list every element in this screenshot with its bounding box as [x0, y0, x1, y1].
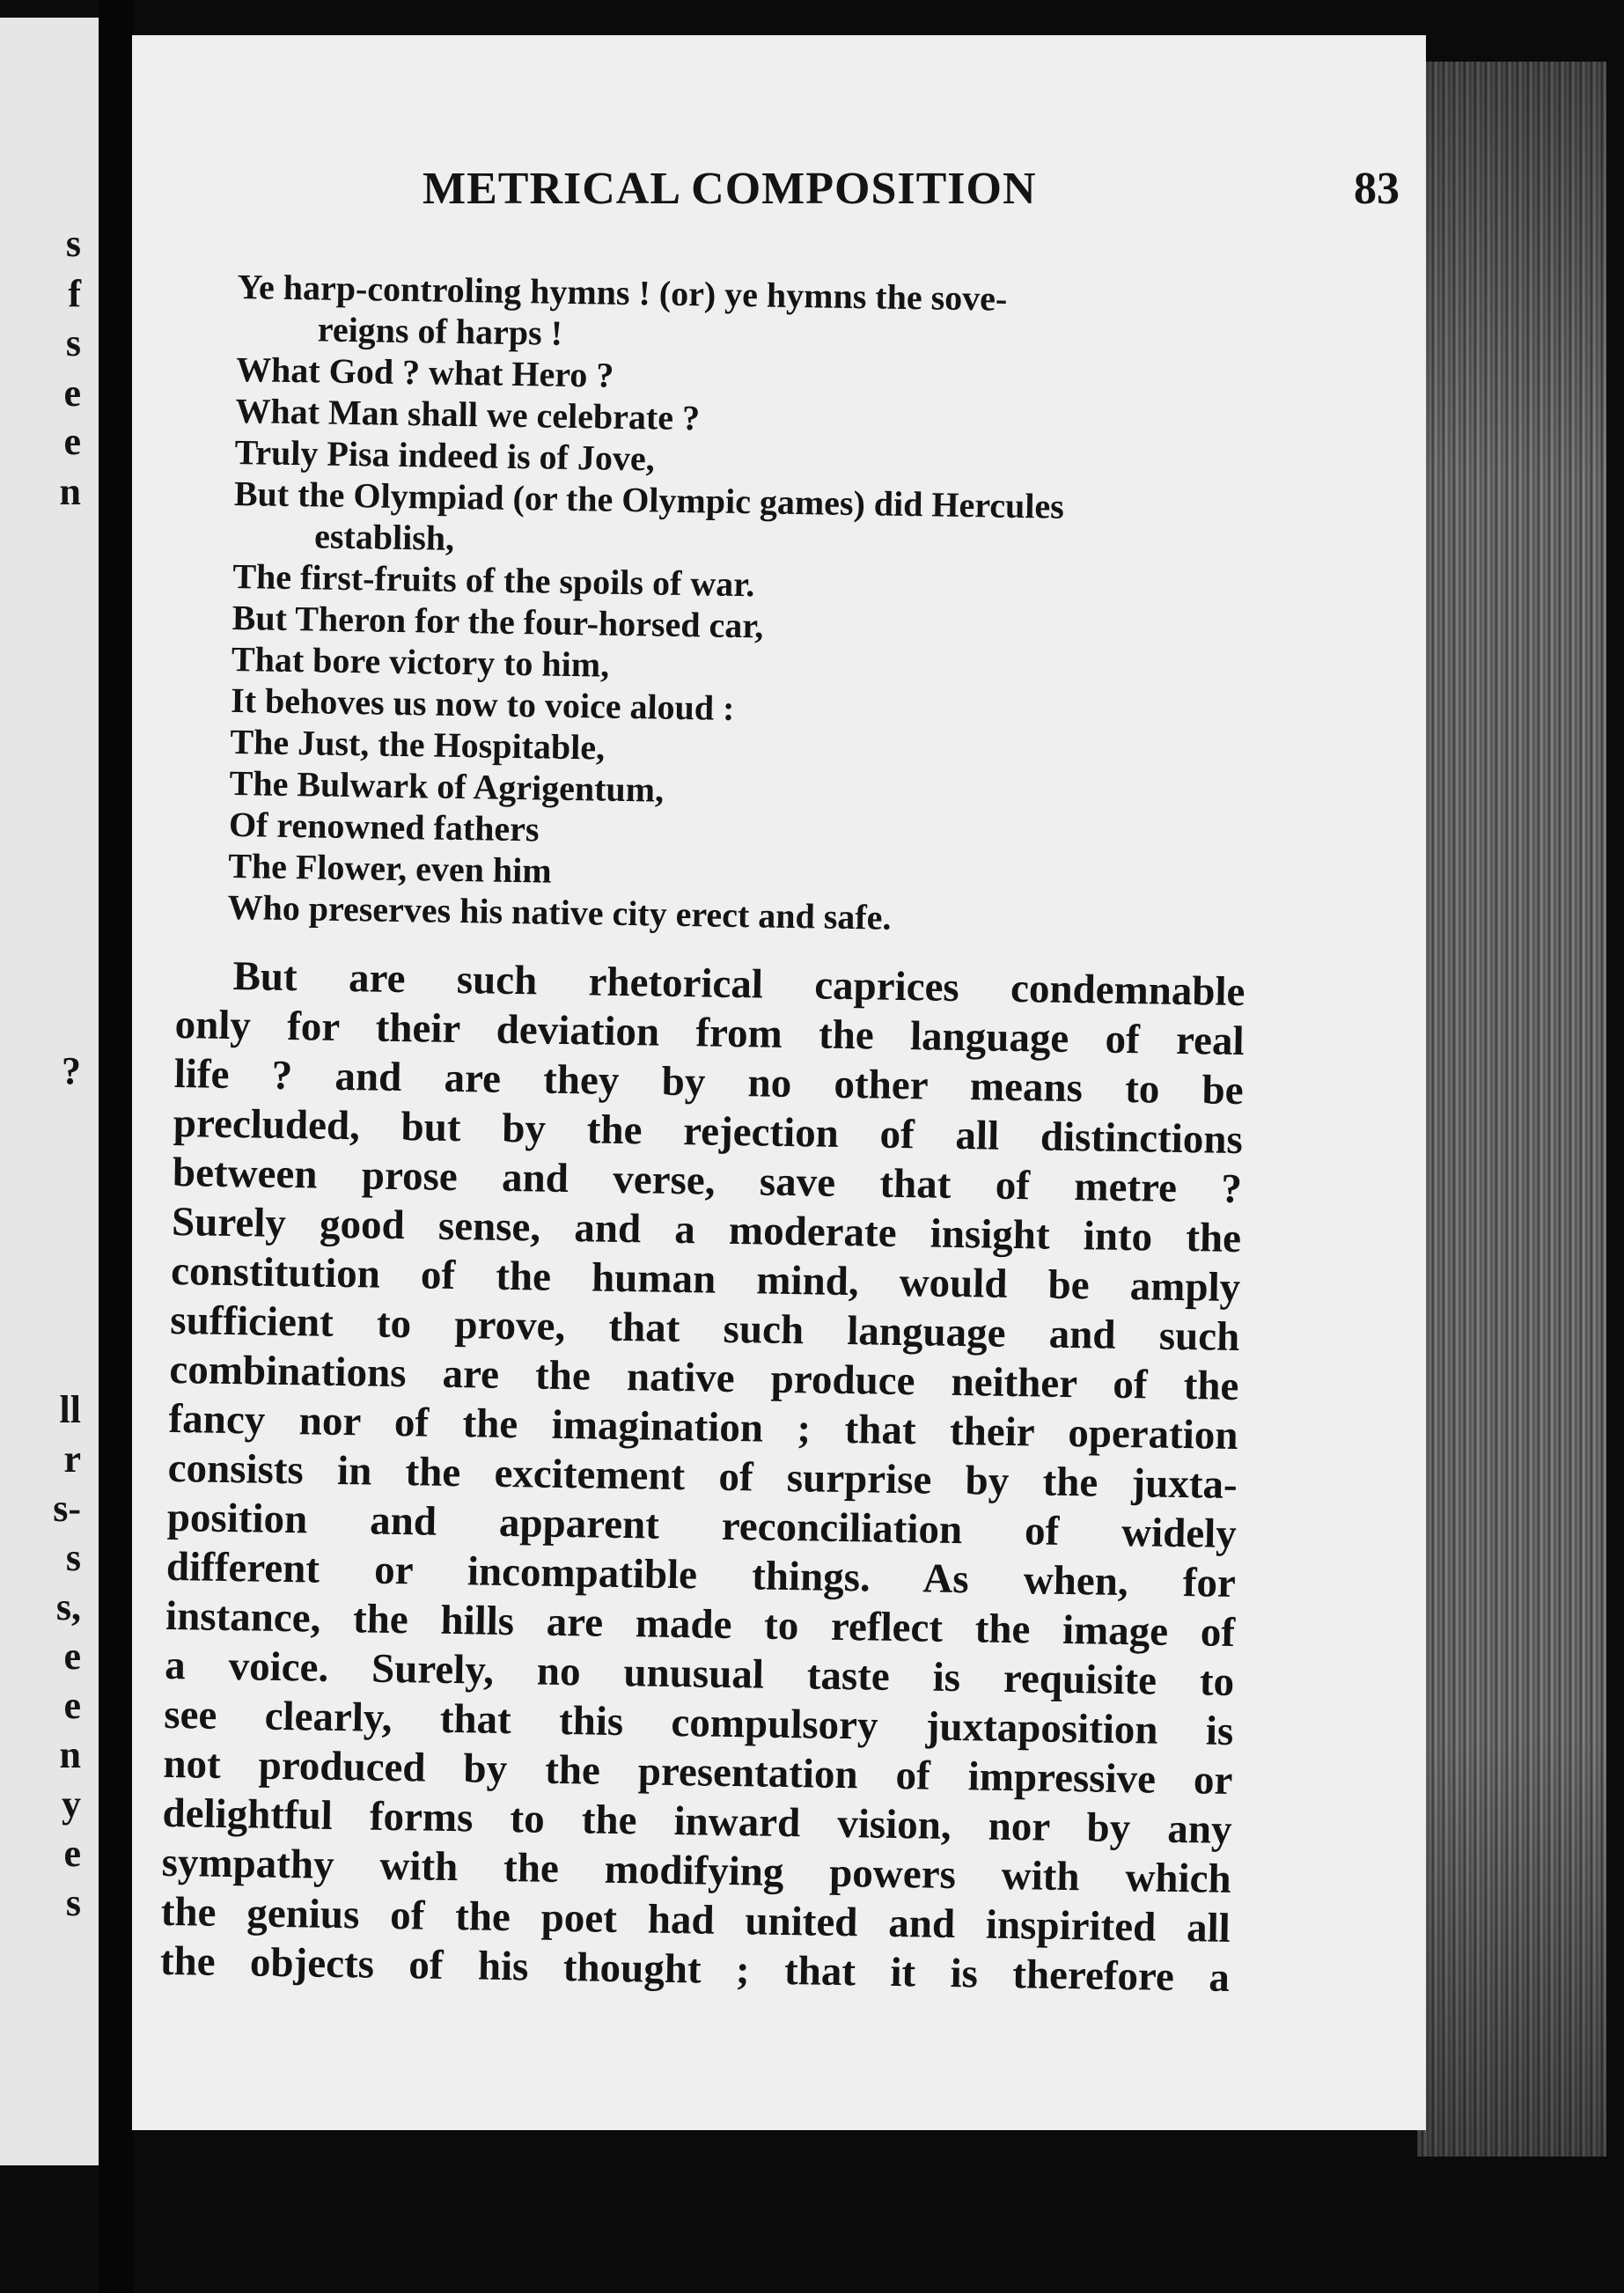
left-page-fragment: n	[59, 470, 81, 513]
left-page-fragment: s	[65, 1536, 81, 1579]
poem-line: That bore victory to him,	[231, 638, 610, 685]
poem-line: Who preserves his native city erect and safe.	[227, 886, 892, 937]
left-page-fragment: n	[59, 1733, 81, 1776]
left-page-fragment: e	[63, 371, 81, 415]
prose-line: instance, the hills are made to reflect the image of	[165, 1592, 1236, 1656]
poem-line: Truly Pisa indeed is of Jove,	[234, 431, 656, 479]
prose-line: Surely good sense, and a moderate insight into the	[171, 1198, 1242, 1262]
prose-line: not produced by the presentation of impressive or	[163, 1740, 1233, 1804]
poem-line: The first-fruits of the spoils of war.	[232, 555, 755, 605]
prose-line: the objects of his thought ; that it is therefore a	[159, 1937, 1231, 2001]
prose-line: see clearly, that this compulsory juxtaposition is	[163, 1691, 1234, 1754]
prose-line: But are such rhetorical caprices condemnable	[232, 953, 1246, 1016]
running-head: METRICAL COMPOSITION	[423, 164, 1037, 214]
left-page-fragment: ?	[62, 1049, 81, 1092]
left-page-fragment: f	[68, 272, 81, 315]
prose-line: only for their deviation from the language of real	[174, 1001, 1245, 1065]
poem-line: What God ? what Hero ?	[235, 349, 614, 395]
poem-line: The Bulwark of Agrigentum,	[229, 762, 665, 810]
prose-line: the genius of the poet had united and inspirited all	[160, 1888, 1231, 1951]
book-gutter	[99, 0, 134, 2293]
left-page-fragment: s,	[55, 1585, 81, 1628]
prose-line: delightful forms to the inward vision, nor by any	[162, 1790, 1232, 1853]
prose-line: a voice. Surely, no unusual taste is requisite to	[164, 1642, 1235, 1705]
prose-line: precluded, but by the rejection of all distinctions	[173, 1099, 1244, 1164]
left-page-fragment: y	[62, 1782, 81, 1826]
page-header	[423, 163, 1400, 233]
left-page-fragment: s	[65, 321, 81, 364]
book-page	[132, 35, 1426, 2130]
prose-line: between prose and verse, save that of metre ?	[172, 1149, 1243, 1213]
left-page-fragment: e	[63, 420, 81, 463]
prose-line: position and apparent reconciliation of widely	[166, 1494, 1238, 1558]
prose-line: sympathy with the modifying powers with which	[161, 1839, 1231, 1902]
poem-line: The Flower, even him	[227, 845, 552, 891]
poem-line: reigns of harps !	[317, 309, 563, 353]
left-page-fragment: r	[63, 1437, 81, 1481]
page-edges	[1417, 62, 1606, 2157]
left-page-fragment: e	[63, 1684, 81, 1727]
prose-line: sufficient to prove, that such language and such	[169, 1297, 1240, 1361]
poem-line: But the Olympiad (or the Olympic games) did Hercules	[233, 473, 1065, 526]
left-page-fragment: e	[63, 1635, 81, 1678]
left-page-fragment: ll	[59, 1388, 81, 1431]
left-facing-page	[0, 18, 99, 2165]
poem-line: Of renowned fathers	[228, 804, 540, 849]
prose-paragraph	[160, 951, 1246, 2003]
prose-line: combinations are the native produce neither of the	[169, 1346, 1239, 1410]
prose-line: consists in the excitement of surprise by the juxta-	[167, 1444, 1238, 1509]
poem-line: What Man shall we celebrate ?	[235, 390, 701, 438]
left-page-fragment: s	[65, 222, 81, 265]
poem-line: But Theron for the four-horsed car,	[231, 597, 764, 646]
poem-line: establish,	[313, 516, 455, 558]
prose-line: constitution of the human mind, would be amply	[170, 1247, 1241, 1312]
poem-line: It behoves us now to voice aloud :	[230, 680, 735, 728]
prose-line: life ? and are they by no other means to be	[173, 1050, 1245, 1114]
poem-line: Ye harp-controling hymns ! (or) ye hymns the sove-	[237, 266, 1008, 319]
poem-block	[227, 266, 1294, 944]
left-page-fragment: s-	[53, 1487, 81, 1530]
poem-line: The Just, the Hospitable,	[230, 721, 606, 768]
prose-line: fancy nor of the imagination ; that their operation	[168, 1395, 1238, 1459]
prose-line: different or incompatible things. As when, for	[165, 1543, 1237, 1606]
left-page-fragment: s	[65, 1881, 81, 1924]
page-number: 83	[1354, 164, 1400, 214]
left-page-fragment: e	[63, 1832, 81, 1875]
